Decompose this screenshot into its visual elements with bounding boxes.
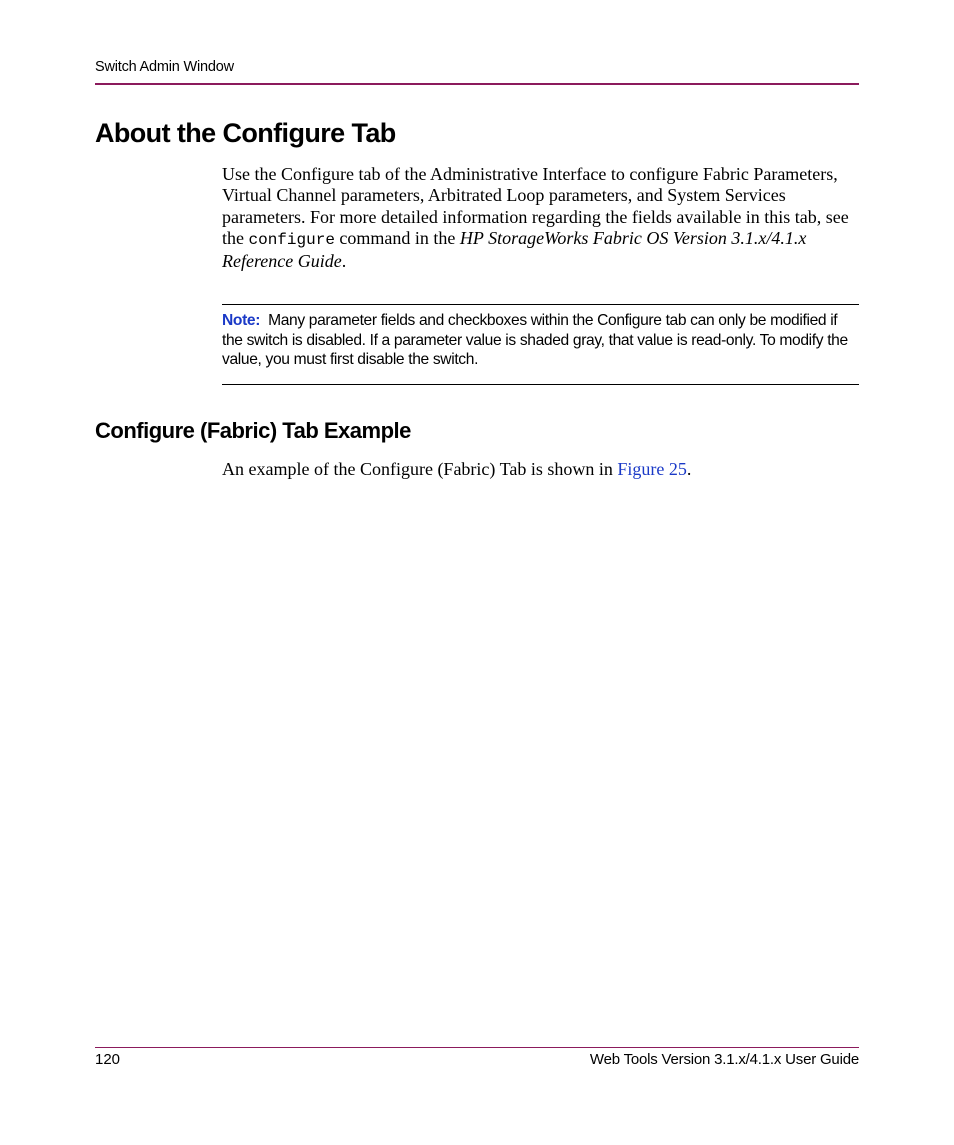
intro-paragraph xyxy=(222,164,862,272)
note-bottom-rule xyxy=(222,384,859,385)
header-rule xyxy=(95,83,859,85)
footer-doc-title: Web Tools Version 3.1.x/4.1.x User Guide xyxy=(589,1051,859,1068)
intro-text-2: command in the xyxy=(334,227,460,248)
intro-text-1: Use the Configure tab of the Administrative Interface to configure Fabric Parameters, Virtual Channel parameters, Arbitrated Loop parameters, and System Services parameters. For more detailed information regarding the fields available in this tab, see the xyxy=(222,164,849,248)
footer-rule xyxy=(95,1047,859,1048)
section-title: About the Configure Tab xyxy=(95,118,396,148)
configure-command: configure xyxy=(248,230,335,249)
example-paragraph xyxy=(222,459,862,480)
subsection-title: Configure (Fabric) Tab Example xyxy=(95,418,411,443)
note-label: Note: xyxy=(222,312,261,329)
note-block xyxy=(222,311,859,370)
figure-25-link[interactable]: Figure 25 xyxy=(617,459,687,479)
example-text-1: An example of the Configure (Fabric) Tab is shown in xyxy=(222,459,618,479)
running-header: Switch Admin Window xyxy=(95,59,234,75)
reference-guide-title: HP StorageWorks Fabric OS Version 3.1.x/4.1.x Reference Guide xyxy=(222,227,807,272)
intro-text-3: . xyxy=(341,251,347,272)
note-top-rule xyxy=(222,304,859,305)
example-text-2: . xyxy=(686,459,692,479)
page-number: 120 xyxy=(95,1051,121,1068)
note-text: Many parameter fields and checkboxes within the Configure tab can only be modified if the switch is disabled. If a parameter value is shaded gray, that value is read-only. To modify the value, you must first disable the switch. xyxy=(222,312,848,369)
